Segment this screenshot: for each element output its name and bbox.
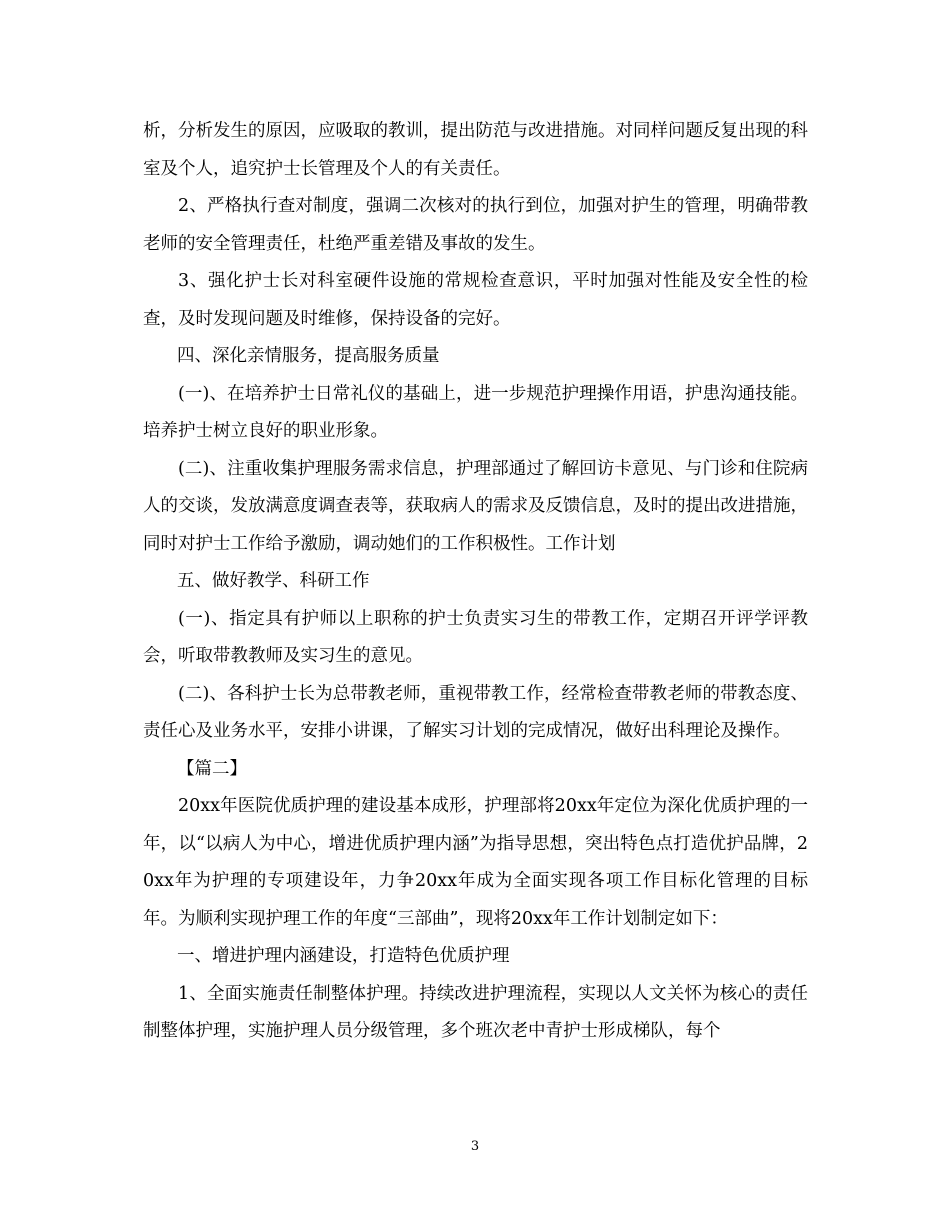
section-heading-1: 一、增进护理内涵建设，打造特色优质护理 (177, 946, 510, 966)
paragraph-item-1: 1、全面实施责任制整体护理。持续改进护理流程，实现以人文关怀为核心的责任制整体护理，实施护理人员分级管理，多个班次老中青护士形成梯队，每个 (143, 983, 808, 1041)
paragraph-sub-2: (二)、注重收集护理服务需求信息，护理部通过了解回访卡意见、与门诊和住院病人的交谈，发放满意度调查表等，获取病人的需求及反馈信息，及时的提出改进措施，同时对护士工作给予激励，调动她们的工作积极性。工作计划 (143, 458, 808, 554)
page-number: 3 (470, 1139, 480, 1154)
section-heading-5: 五、做好教学、科研工作 (177, 571, 370, 591)
paragraph-item-3: 3、强化护士长对科室硬件设施的常规检查意识，平时加强对性能及安全性的检查，及时发现问题及时维修，保持设备的完好。 (143, 271, 808, 329)
paragraph-sub-1: (一)、在培养护士日常礼仪的基础上，进一步规范护理操作用语，护患沟通技能。培养护士树立良好的职业形象。 (143, 383, 808, 441)
paragraph-teaching-2: (二)、各科护士长为总带教老师，重视带教工作，经常检查带教老师的带教态度、责任心及业务水平，安排小讲课，了解实习计划的完成情况，做好出科理论及操作。 (143, 683, 808, 741)
paragraph-item-2: 2、严格执行查对制度，强调二次核对的执行到位，加强对护生的管理，明确带教老师的安全管理责任，杜绝严重差错及事故的发生。 (143, 196, 808, 254)
part-two-heading: 【篇二】 (177, 758, 247, 779)
paragraph-teaching-1: (一)、指定具有护师以上职称的护士负责实习生的带教工作，定期召开评学评教会，听取带教教师及实习生的意见。 (143, 608, 808, 666)
paragraph-continuation: 析，分析发生的原因，应吸取的教训，提出防范与改进措施。对同样问题反复出现的科室及个人，追究护士长管理及个人的有关责任。 (143, 121, 808, 179)
document-body (143, 113, 808, 1051)
paragraph-intro: 20xx年医院优质护理的建设基本成形，护理部将20xx年定位为深化优质护理的一年，以“以病人为中心，增进优质护理内涵”为指导思想，突出特色点打造优护品牌，20xx年为护理的专项建设年，力争20xx年成为全面实现各项工作目标化管理的目标年。为顺利实现护理工作的年度“三部曲”，现将20xx年工作计划制定如下： (143, 796, 808, 929)
section-heading-4: 四、深化亲情服务，提高服务质量 (177, 346, 440, 366)
